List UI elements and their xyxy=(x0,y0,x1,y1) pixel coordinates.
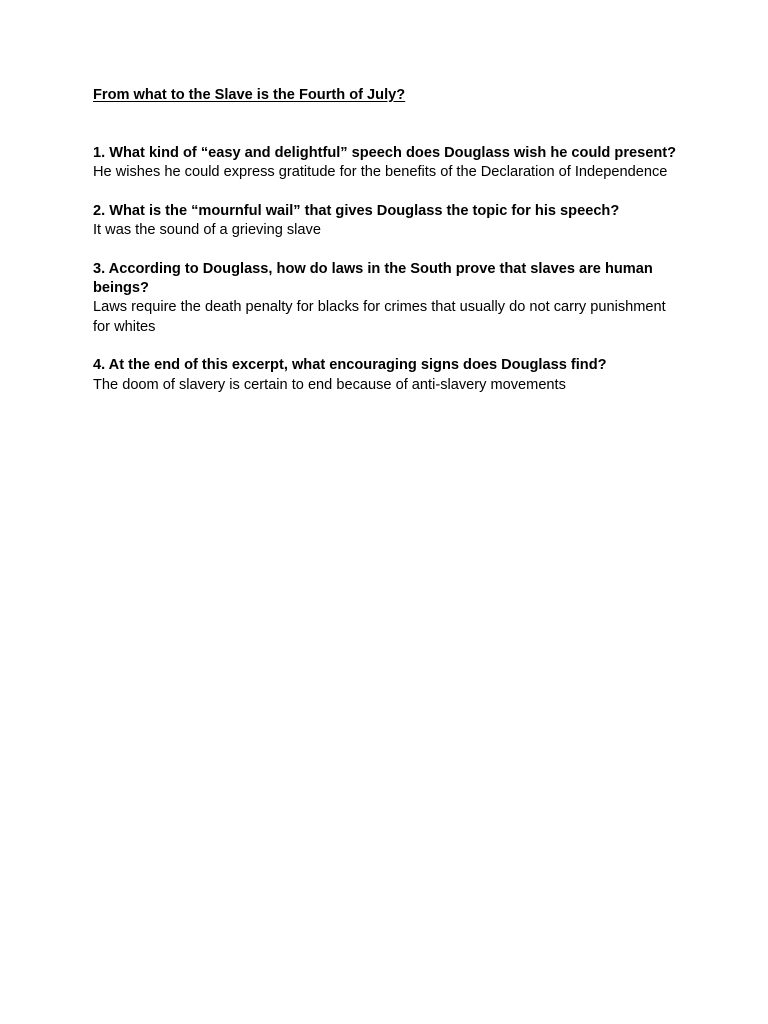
answer-3: Laws require the death penalty for blacks for crimes that usually do not carry punishment for whites xyxy=(93,299,666,335)
qa-item-3 xyxy=(93,260,683,337)
question-2: 2. What is the “mournful wail” that gives Douglass the topic for his speech? xyxy=(93,203,620,220)
answer-4: The doom of slavery is certain to end because of anti-slavery movements xyxy=(93,376,566,393)
document-title: From what to the Slave is the Fourth of July? xyxy=(93,87,406,103)
question-answer-list xyxy=(93,144,683,395)
question-3: 3. According to Douglass, how do laws in the South prove that slaves are human beings? xyxy=(93,261,653,297)
question-4: 4. At the end of this excerpt, what encouraging signs does Douglass find? xyxy=(93,357,607,374)
document-body xyxy=(93,86,683,414)
answer-1: He wishes he could express gratitude for the benefits of the Declaration of Independence xyxy=(93,164,668,181)
qa-item-2 xyxy=(93,202,683,240)
answer-2: It was the sound of a grieving slave xyxy=(93,222,321,239)
qa-item-1 xyxy=(93,144,683,182)
qa-item-4 xyxy=(93,356,683,394)
question-1: 1. What kind of “easy and delightful” speech does Douglass wish he could present? xyxy=(93,145,677,162)
